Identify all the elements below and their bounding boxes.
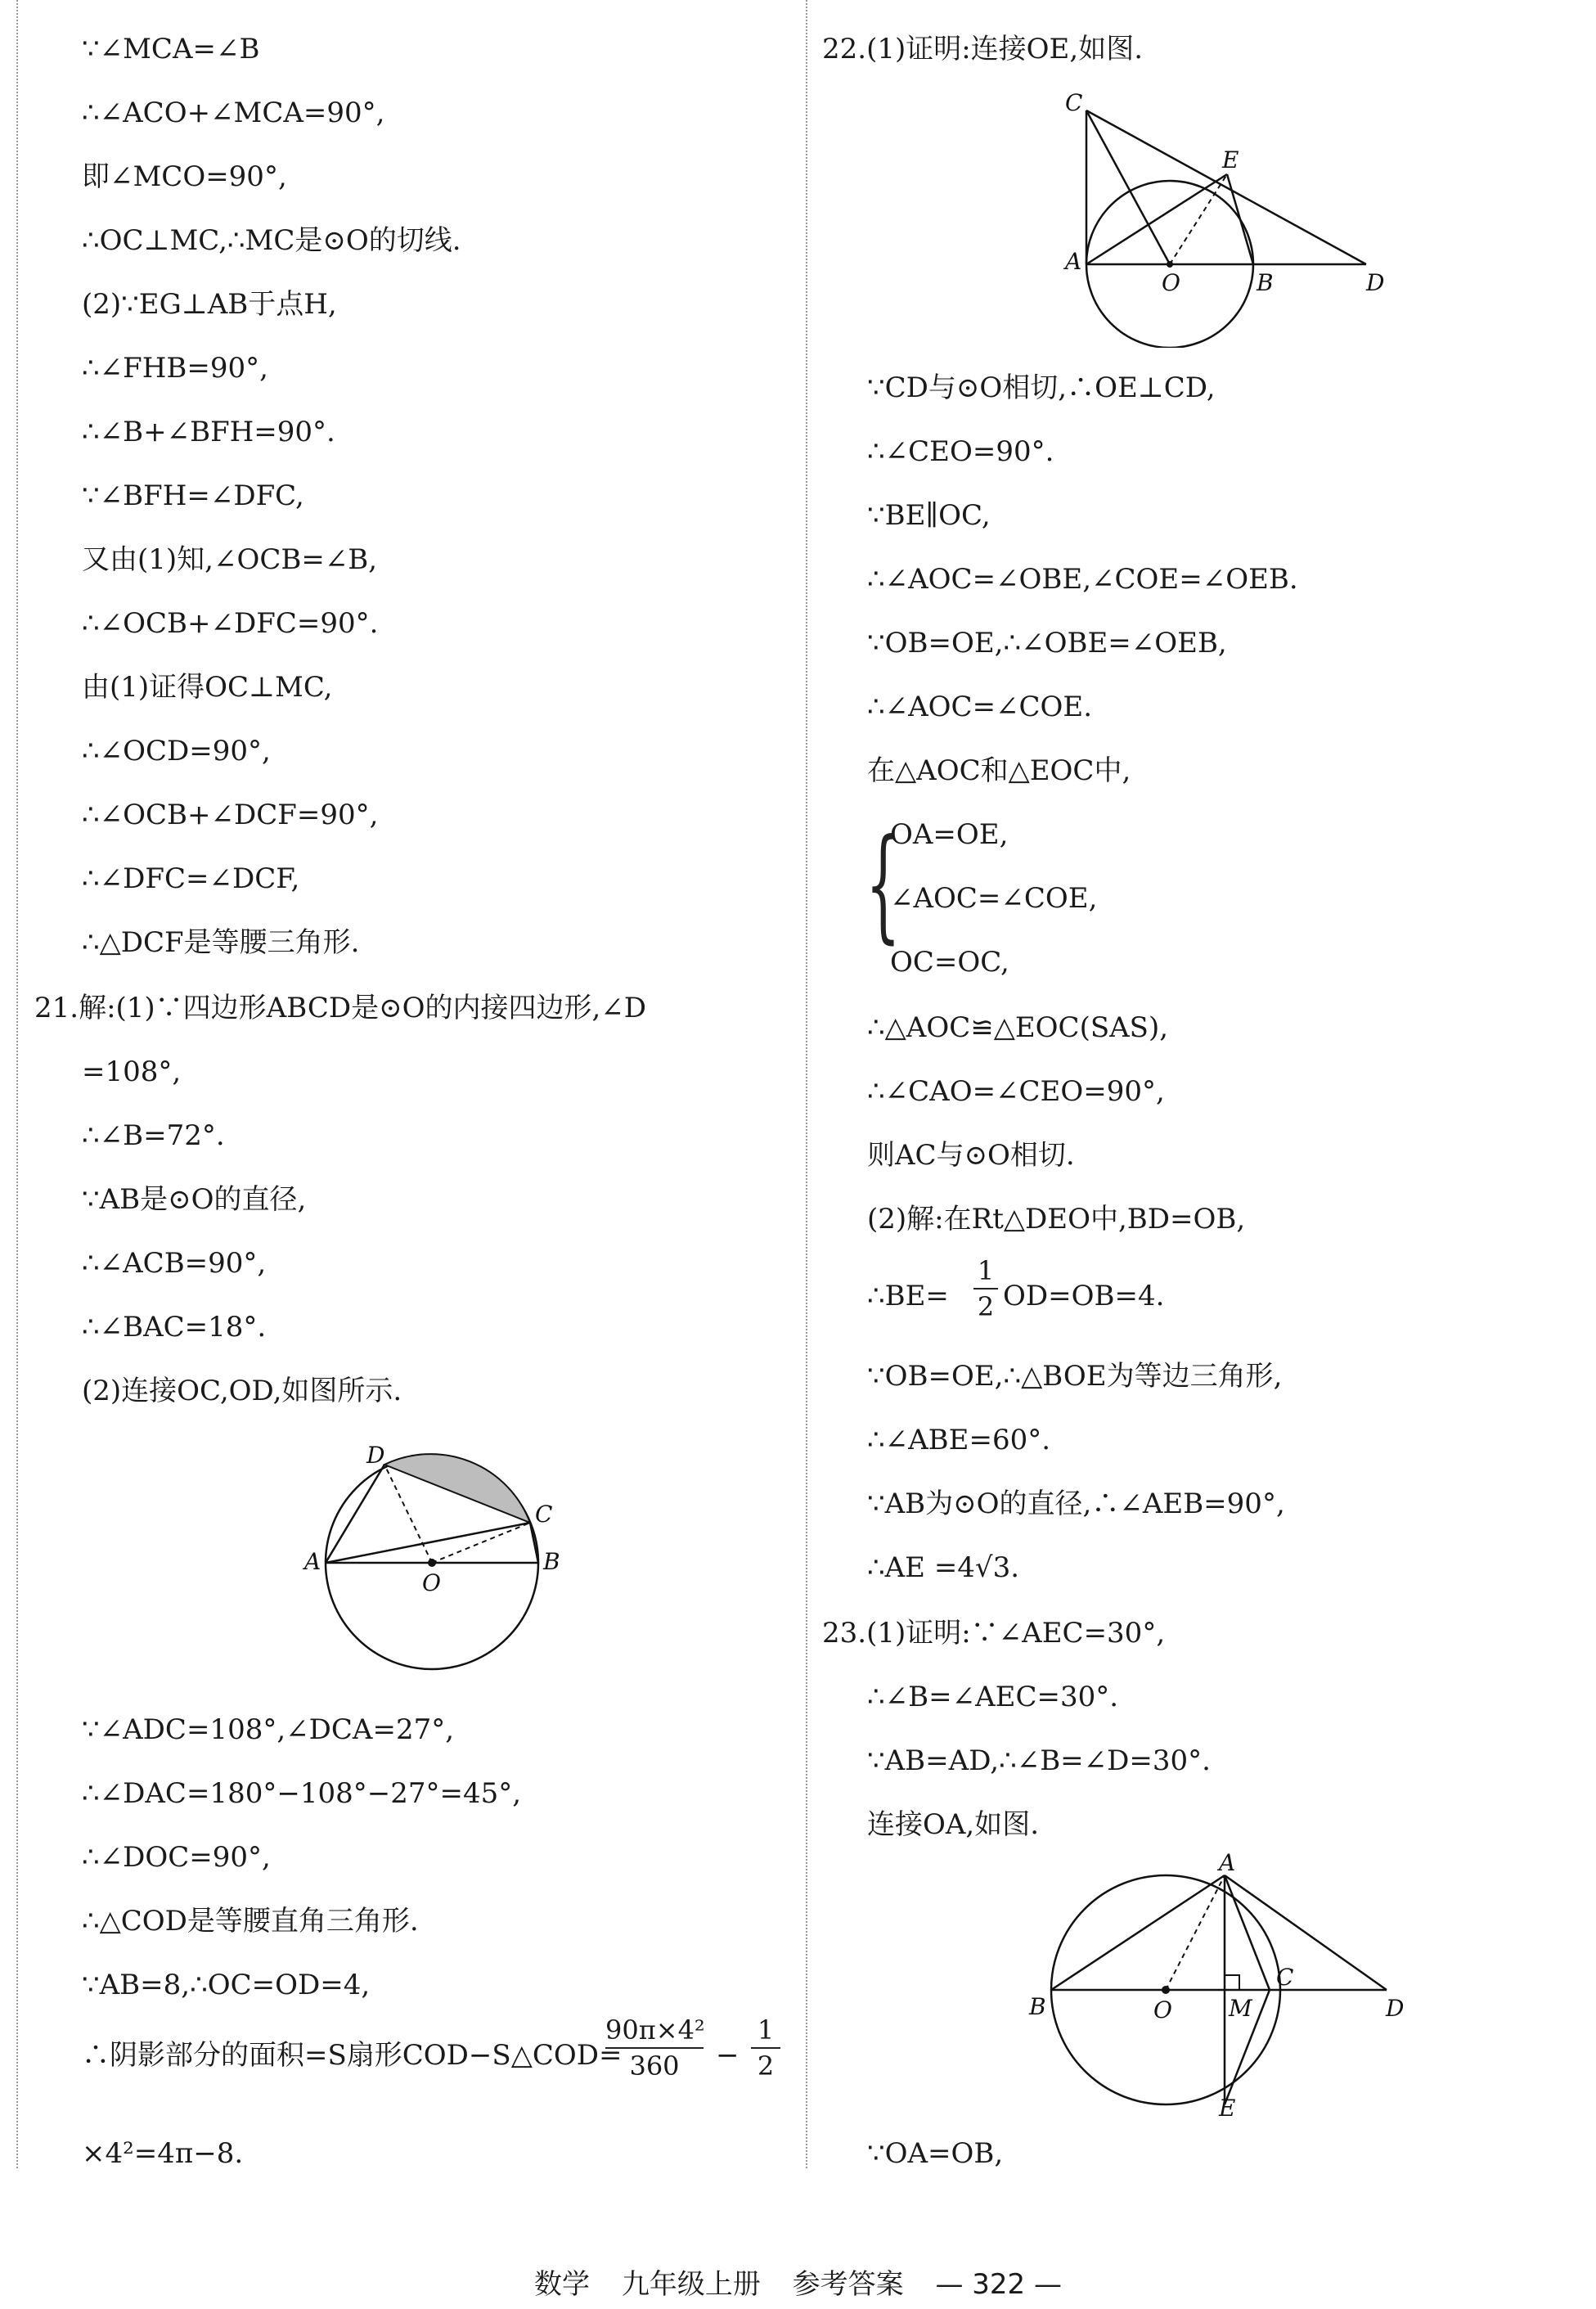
text-line: ∵OB=OE,∴∠OBE=∠OEB, <box>867 627 1227 659</box>
text-line: ∴∠DAC=180°−108°−27°=45°, <box>82 1777 522 1810</box>
problem-21-heading: 21.解:(1)∵四边形ABCD是⊙O的内接四边形,∠D <box>34 992 647 1024</box>
fraction-denominator: 2 <box>977 1291 995 1322</box>
text-line: ∴∠CEO=90°. <box>867 435 1054 468</box>
fraction-half <box>751 2014 780 2082</box>
label-C: C <box>1276 1964 1294 1991</box>
text-line: ∵CD与⊙O相切,∴OE⊥CD, <box>867 371 1216 404</box>
column-divider <box>806 0 807 2168</box>
system-eq: OA=OE, <box>890 818 1009 851</box>
text-line: ∵∠ADC=108°,∠DCA=27°, <box>82 1713 455 1746</box>
fraction-half <box>973 1255 998 1322</box>
text-line: ∴AE =4√3. <box>867 1551 1020 1584</box>
label-B: B <box>543 1548 560 1575</box>
text-line: ∴∠AOC=∠COE. <box>867 691 1093 723</box>
footer-subject: 数学 <box>534 2268 591 2301</box>
label-A: A <box>304 1548 321 1575</box>
text-line: ∴△COD是等腰直角三角形. <box>82 1905 419 1938</box>
be-prefix: ∴BE= <box>867 1280 949 1312</box>
area-formula-prefix: ∴阴影部分的面积=S扇形COD−S△COD= <box>82 2039 623 2072</box>
label-B: B <box>1257 269 1274 296</box>
text-line: ∴∠B=72°. <box>82 1119 225 1152</box>
text-line: 在△AOC和△EOC中, <box>867 754 1131 787</box>
label-A: A <box>1219 1849 1236 1876</box>
text-line: ∴∠ACB=90°, <box>82 1247 267 1280</box>
text-line: ∴∠AOC=∠OBE,∠COE=∠OEB. <box>867 563 1298 596</box>
figure-23-circle-diagram <box>1023 1849 1415 2119</box>
minus-sign: − <box>716 2039 740 2072</box>
fraction-numerator: 1 <box>977 1255 995 1286</box>
fraction-numerator: 90π×4² <box>605 2014 705 2046</box>
fraction-denominator: 360 <box>629 2050 680 2082</box>
page-number: — 322 — <box>935 2268 1062 2301</box>
text-line: ∵AB=8,∴OC=OD=4, <box>82 1969 371 2001</box>
text-line: ∴△AOC≌△EOC(SAS), <box>867 1011 1169 1044</box>
text-line: ∵∠BFH=∠DFC, <box>82 479 304 512</box>
text-line: ∴∠ABE=60°. <box>867 1424 1051 1456</box>
text-line: (2)∵EG⊥AB于点H, <box>82 288 337 321</box>
text-line: (2)解:在Rt△DEO中,BD=OB, <box>867 1203 1246 1236</box>
fraction-numerator: 1 <box>757 2014 775 2046</box>
text-line: ∴∠OCB+∠DCF=90°, <box>82 799 379 831</box>
label-A: A <box>1065 248 1082 275</box>
page-footer <box>0 2266 1596 2302</box>
text-line: ∵∠MCA=∠B <box>82 33 260 65</box>
figure-22-tangent-diagram <box>1055 86 1399 348</box>
label-E: E <box>1222 146 1239 173</box>
text-line: ∴∠CAO=∠CEO=90°, <box>867 1075 1165 1108</box>
text-line: ∵AB=AD,∴∠B=∠D=30°. <box>867 1744 1211 1777</box>
label-D: D <box>1366 269 1385 296</box>
fraction-denominator: 2 <box>757 2050 775 2082</box>
label-O: O <box>1162 269 1180 296</box>
text-line: ∴∠DFC=∠DCF, <box>82 862 300 895</box>
text-line: 连接OA,如图. <box>867 1808 1040 1841</box>
label-O: O <box>422 1569 441 1596</box>
label-C: C <box>1065 89 1083 116</box>
text-line: ∵AB是⊙O的直径, <box>82 1183 307 1216</box>
footer-title: 参考答案 <box>792 2268 904 2301</box>
text-line: ×4²=4π−8. <box>82 2137 244 2170</box>
footer-grade: 九年级上册 <box>621 2268 761 2301</box>
problem-22-heading: 22.(1)证明:连接OE,如图. <box>822 33 1143 65</box>
system-eq: ∠AOC=∠COE, <box>890 882 1098 915</box>
label-E: E <box>1219 2095 1236 2119</box>
text-line: ∴∠B+∠BFH=90°. <box>82 416 335 448</box>
fraction-sector-area <box>605 2014 704 2082</box>
text-line: 则AC与⊙O相切. <box>867 1139 1075 1172</box>
label-B: B <box>1029 1993 1046 2020</box>
text-line: ∴OC⊥MC,∴MC是⊙O的切线. <box>82 224 461 257</box>
text-line: ∵BE∥OC, <box>867 499 991 532</box>
text-line: ∴∠B=∠AEC=30°. <box>867 1681 1119 1713</box>
text-line: ∴△DCF是等腰三角形. <box>82 926 360 959</box>
label-D: D <box>366 1442 385 1469</box>
text-line: (2)连接OC,OD,如图所示. <box>82 1375 402 1407</box>
text-line: ∴∠DOC=90°, <box>82 1841 271 1874</box>
text-line: 由(1)证得OC⊥MC, <box>82 671 333 704</box>
text-line: ∴∠ACO+∠MCA=90°, <box>82 97 385 129</box>
label-D: D <box>1386 1995 1405 2022</box>
figure-21-circle-diagram <box>294 1432 581 1677</box>
label-C: C <box>535 1501 553 1528</box>
problem-23-heading: 23.(1)证明:∵∠AEC=30°, <box>822 1617 1166 1650</box>
be-suffix: OD=OB=4. <box>1003 1280 1165 1312</box>
text-line: ∴∠OCB+∠DFC=90°. <box>82 607 379 640</box>
left-margin-line <box>16 0 18 2168</box>
text-line: 即∠MCO=90°, <box>82 160 287 193</box>
text-line: =108°, <box>82 1055 182 1088</box>
text-line: ∵OB=OE,∴△BOE为等边三角形, <box>867 1360 1283 1393</box>
text-line: ∵AB为⊙O的直径,∴∠AEB=90°, <box>867 1488 1285 1520</box>
text-line: 又由(1)知,∠OCB=∠B, <box>82 543 378 576</box>
text-line: ∵OA=OB, <box>867 2137 1004 2170</box>
label-O: O <box>1153 1996 1172 2023</box>
system-eq: OC=OC, <box>890 946 1009 979</box>
text-line: ∴∠BAC=18°. <box>82 1311 267 1344</box>
label-M: M <box>1229 1995 1252 2022</box>
text-line: ∴∠FHB=90°, <box>82 352 268 385</box>
system-brace: { <box>865 813 901 956</box>
text-line: ∴∠OCD=90°, <box>82 735 271 767</box>
